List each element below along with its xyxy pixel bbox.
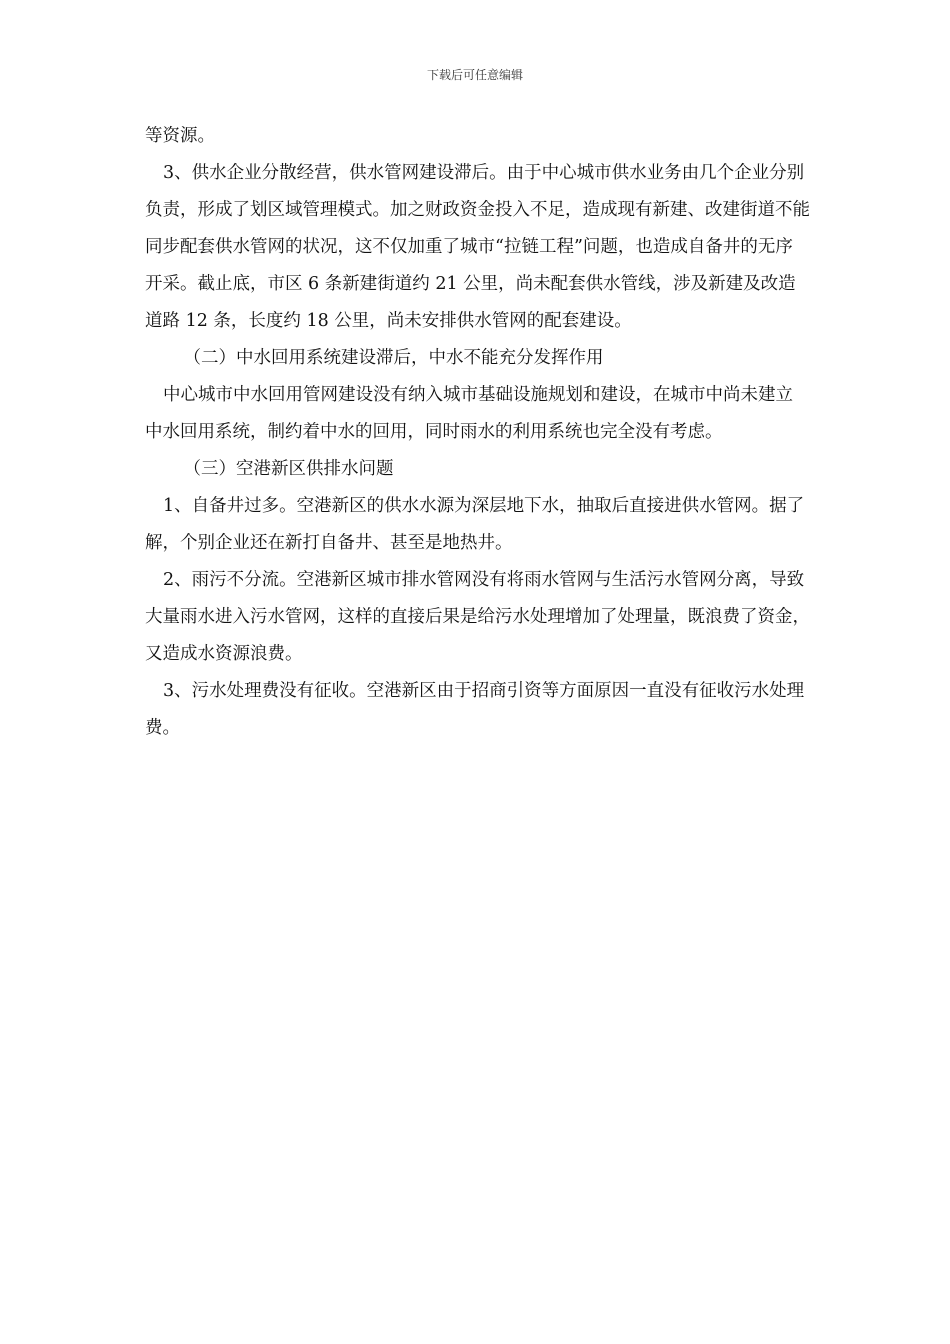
- section-heading-reclaimed-water: （二）中水回用系统建设滞后，中水不能充分发挥作用: [183, 348, 604, 368]
- paragraph-item-3-sewage-fee: 3、污水处理费没有征收。空港新区由于招商引资等方面原因一直没有征收污水处理费。: [145, 681, 805, 738]
- paragraph-continuation: 等资源。: [145, 126, 215, 146]
- paragraph-reclaimed-water: 中心城市中水回用管网建设没有纳入城市基础设施规划和建设，在城市中尚未建立中水回用系统，制约着中水的回用，同时雨水的利用系统也完全没有考虑。: [145, 385, 793, 442]
- document-body: [145, 118, 810, 747]
- paragraph-item-2-rain-sewage: 2、雨污不分流。空港新区城市排水管网没有将雨水管网与生活污水管网分离，导致大量雨水进入污水管网，这样的直接后果是给污水处理增加了处理量，既浪费了资金，又造成水资源浪费。: [145, 570, 810, 664]
- paragraph-item-1-wells: 1、自备井过多。空港新区的供水水源为深层地下水，抽取后直接进供水管网。据了解，个别企业还在新打自备井、甚至是地热井。: [145, 496, 805, 553]
- paragraph-item-3-water-supply: 3、供水企业分散经营，供水管网建设滞后。由于中心城市供水业务由几个企业分别负责，形成了划区域管理模式。加之财政资金投入不足，造成现有新建、改建街道不能同步配套供水管网的状况，这不仅加重了城市“拉链工程”问题，也造成自备井的无序开采。截止底，市区 6 条新建街道约 21 公里，尚未配套供水管线，涉及新建及改造道路 12 条，长度约 18 公里，尚未安排供水管网的配套建设。: [145, 163, 810, 331]
- page-header: 下载后可任意编辑: [426, 68, 523, 82]
- section-heading-airport-district: （三）空港新区供排水问题: [183, 459, 394, 479]
